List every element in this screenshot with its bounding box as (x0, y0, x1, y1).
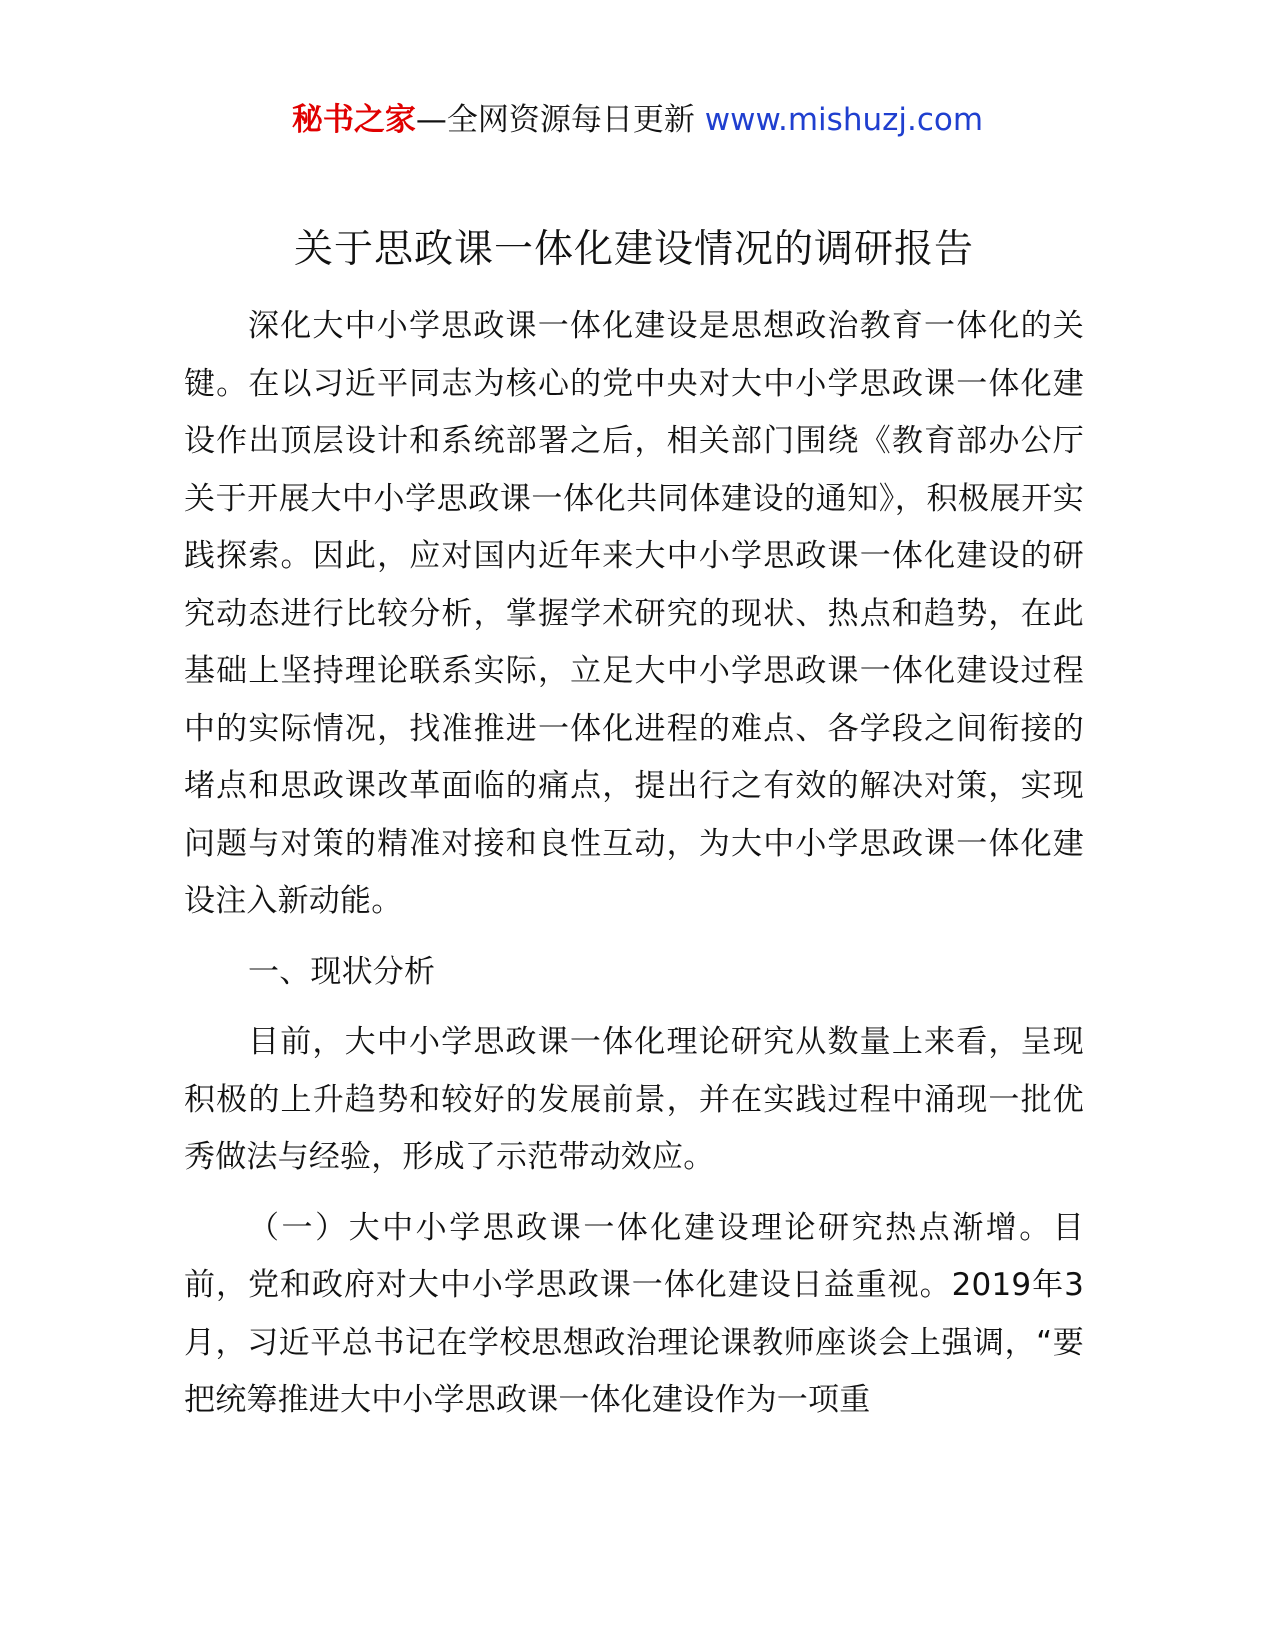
document-title: 关于思政课一体化建设情况的调研报告 (293, 227, 974, 272)
paragraph-subsection-1: （一）大中小学思政课一体化建设理论研究热点渐增。目前，党和政府对大中小学思政课一体化建设日益重视。2019年3月，习近平总书记在学校思想政治理论课教师座谈会上强调，“要把统筹推进大中小学思政课一体化建设作为一项重 (184, 1209, 1084, 1418)
brand-name: 秘书之家 (291, 102, 416, 138)
site-url-link[interactable]: www.mishuzj.com (704, 102, 984, 138)
document-body (184, 220, 1084, 1430)
paragraph-intro: 深化大中小学思政课一体化建设是思想政治教育一体化的关键。在以习近平同志为核心的党中央对大中小学思政课一体化建设作出顶层设计和系统部署之后，相关部门围绕《教育部办公厅关于开展大中小学思政课一体化共同体建设的通知》，积极展开实践探索。因此，应对国内近年来大中小学思政课一体化建设的研究动态进行比较分析，掌握学术研究的现状、热点和趋势，在此基础上坚持理论联系实际，立足大中小学思政课一体化建设过程中的实际情况，找准推进一体化进程的难点、各学段之间衔接的堵点和思政课改革面临的痛点，提出行之有效的解决对策，实现问题与对策的精准对接和良性互动，为大中小学思政课一体化建设注入新动能。 (184, 308, 1084, 919)
header-tagline: —全网资源每日更新 (415, 102, 695, 138)
site-header (0, 98, 1275, 142)
paragraph-status-summary: 目前，大中小学思政课一体化理论研究从数量上来看，呈现积极的上升趋势和较好的发展前景，并在实践过程中涌现一批优秀做法与经验，形成了示范带动效应。 (184, 1024, 1084, 1175)
section-heading-status: 一、现状分析 (248, 953, 436, 990)
